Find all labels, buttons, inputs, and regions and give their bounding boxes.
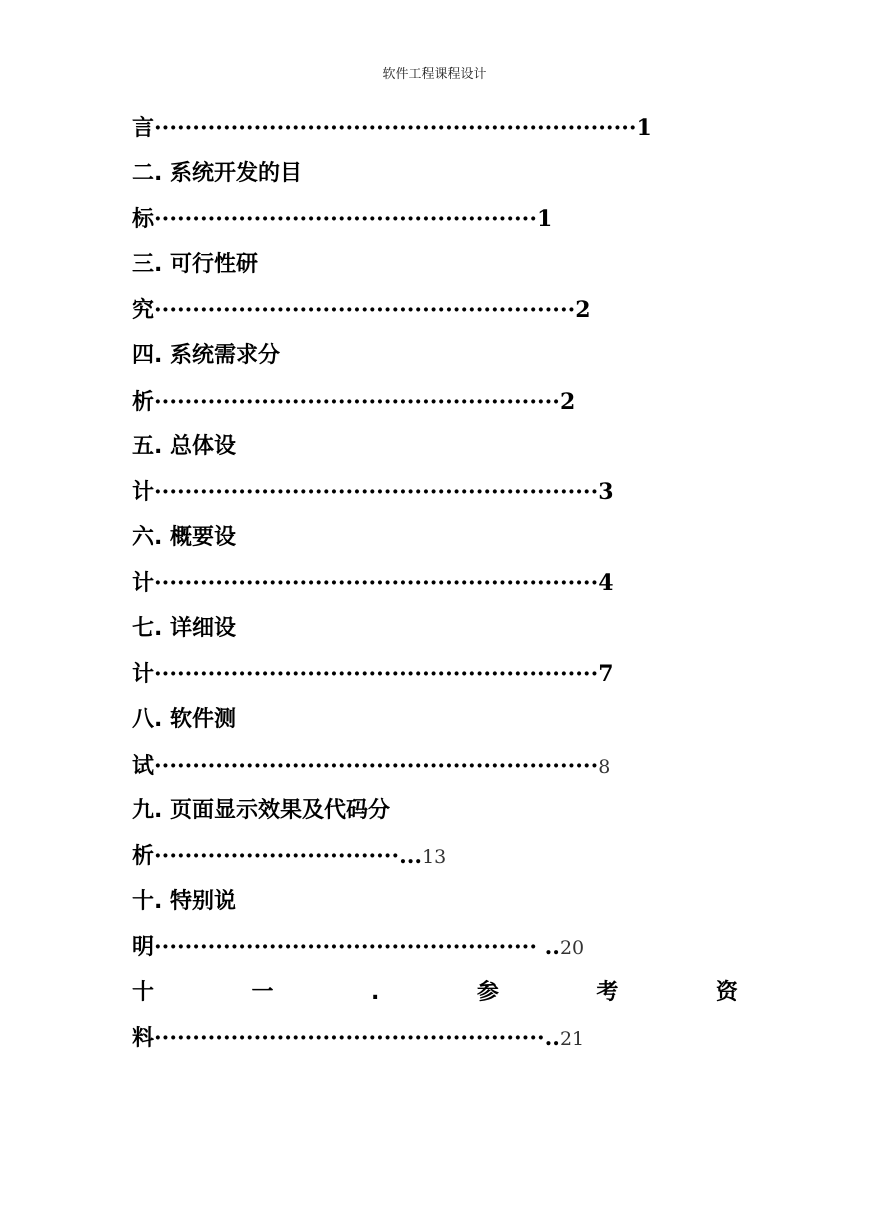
toc-entry[interactable]	[132, 659, 614, 689]
toc-entry-lead: 析	[132, 390, 155, 415]
toc-heading: 六. 概要设	[132, 525, 237, 550]
toc-entry[interactable]	[132, 387, 575, 417]
toc-leader-dots: ·······························································	[154, 115, 637, 141]
toc-entry-lead: 计	[132, 662, 155, 687]
toc-leader-dots: ··························································	[154, 661, 599, 687]
toc-heading-char: 参	[476, 980, 499, 1005]
toc-leader-dots: ··························································	[154, 479, 599, 505]
toc-page-number: 2	[559, 389, 576, 415]
toc-entry[interactable]	[132, 932, 584, 962]
toc-heading: 七. 详细设	[132, 616, 237, 641]
toc-leader-dots: ·······················································	[154, 297, 576, 323]
toc-leader-dots: ································...	[154, 843, 423, 869]
toc-heading: 十. 特别说	[132, 889, 237, 914]
toc-page-number: 21	[559, 1028, 585, 1050]
toc-heading-char: 十	[132, 980, 155, 1005]
toc-leader-dots: ··························································	[154, 570, 599, 596]
toc-heading: 五. 总体设	[132, 434, 237, 459]
toc-heading: 四. 系统需求分	[132, 343, 281, 368]
toc-page-number: 8	[598, 756, 611, 778]
toc-heading-justified	[132, 978, 738, 1008]
toc-heading-char: 一	[251, 980, 274, 1005]
toc-entry[interactable]	[132, 568, 614, 598]
toc-leader-dots: ···················································..	[154, 1025, 560, 1051]
toc-leader-dots: ·····················································	[154, 389, 560, 415]
toc-entry[interactable]	[132, 751, 610, 781]
toc-entry[interactable]	[132, 113, 652, 143]
toc-entry[interactable]	[132, 477, 614, 507]
toc-entry-lead: 计	[132, 571, 155, 596]
toc-heading-char: 资	[715, 980, 738, 1005]
toc-entry[interactable]	[132, 1023, 584, 1053]
toc-entry-lead: 言	[132, 116, 155, 141]
toc-entry-lead: 析	[132, 844, 155, 869]
toc-entry-lead: 试	[132, 754, 155, 779]
toc-leader-dots: ·················································· ..	[154, 934, 560, 960]
toc-entry[interactable]	[132, 295, 591, 325]
toc-entry-lead: 究	[132, 298, 155, 323]
toc-entry-lead: 明	[132, 935, 155, 960]
toc-entry[interactable]	[132, 841, 446, 871]
toc-page-number: 1	[536, 206, 553, 232]
toc-heading: 二. 系统开发的目	[132, 161, 303, 186]
toc-heading: 八. 软件测	[132, 707, 237, 732]
toc-page-number: 1	[636, 115, 652, 141]
toc-entry-lead: 料	[132, 1026, 155, 1051]
toc-page-number: 4	[598, 570, 614, 596]
toc-entry-lead: 计	[132, 480, 155, 505]
toc-heading: 九. 页面显示效果及代码分	[132, 798, 391, 823]
toc-page-number: 7	[598, 661, 614, 687]
toc-leader-dots: ··················································	[154, 206, 537, 232]
toc-page-number: 20	[559, 937, 585, 959]
toc-entry-lead: 标	[132, 207, 155, 232]
toc-heading-char: .	[371, 980, 380, 1005]
page-header: 软件工程课程设计	[382, 67, 487, 82]
toc-page-number: 3	[598, 479, 614, 505]
toc-heading-char: 考	[596, 980, 619, 1005]
toc-heading: 三. 可行性研	[132, 252, 259, 277]
toc-leader-dots: ··························································	[154, 753, 599, 779]
toc-page-number: 13	[422, 846, 447, 868]
toc-entry[interactable]	[132, 204, 552, 234]
toc-page-number: 2	[575, 297, 591, 323]
